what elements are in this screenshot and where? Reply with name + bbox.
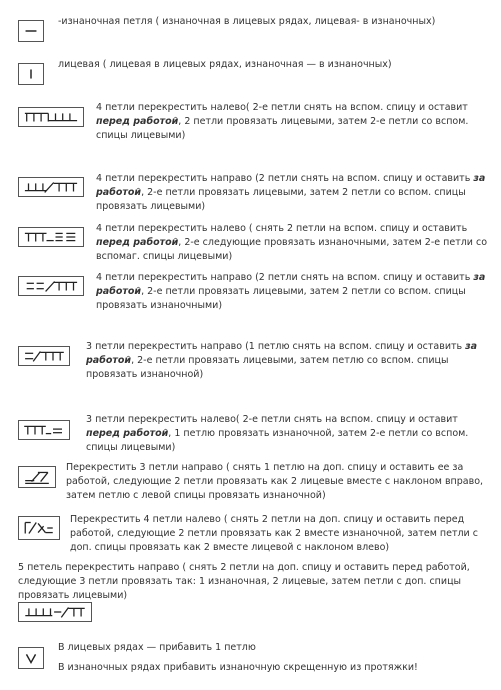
cable-4-right-purl-description: 4 петли перекрестить направо (2 петли снять на вспом. спицу и оставить за работой, 2-е петли провязать лицевыми, затем 2 петли со вспом. спицы провязать изнаночными) bbox=[96, 272, 486, 311]
increase-purl-rows-description: В изнаночных рядах прибавить изнаночную скрещенную из протяжки! bbox=[58, 662, 418, 673]
increase-symbol bbox=[18, 647, 44, 669]
cable-4-left-symbol bbox=[18, 107, 84, 127]
cross-3-right-decrease-symbol bbox=[18, 466, 56, 488]
cable-3-left-symbol bbox=[18, 420, 70, 440]
cable-3-right-description: 3 петли перекрестить направо (1 петлю снять на вспом. спицу и оставить за работой, 2-е петли провязать лицевыми, затем петлю со вспом. спицы провязать изнаночной) bbox=[86, 341, 478, 380]
purl-stitch-description: -изнаночная петля ( изнаночная в лицевых рядах, лицевая- в изнаночных) bbox=[58, 16, 436, 27]
cross-4-left-decrease-symbol bbox=[18, 516, 60, 540]
cross-3-right-decrease-description: Перекрестить 3 петли направо ( снять 1 петлю на доп. спицу и оставить ее за работой, следующие 2 петли провязать как 2 лицевые вместе с наклоном вправо, затем петлю с левой спицы провязать изнаночной) bbox=[66, 462, 484, 501]
cable-3-left-description: 3 петли перекрестить налево( 2-е петли снять на вспом. спицу и оставит перед работой, 1 петлю провязать изнаночной, затем 2-е петли со вспом. спицы лицевыми) bbox=[86, 414, 469, 453]
cable-4-right-symbol bbox=[18, 177, 84, 197]
purl-stitch-symbol bbox=[18, 20, 44, 42]
cross-5-right-description: 5 петель перекрестить направо ( снять 2 петли на доп. спицу и оставить перед работой, следующие 3 петли провязать так: 1 изнаночная, 2 лицевые, затем петли с доп. спицы провязать лицевыми) bbox=[18, 562, 470, 601]
cable-4-right-purl-symbol bbox=[18, 276, 84, 296]
knit-stitch-description: лицевая ( лицевая в лицевых рядах, изнаночная — в изнаночных) bbox=[58, 59, 392, 70]
cross-4-left-decrease-description: Перекрестить 4 петли налево ( снять 2 петли на доп. спицу и оставить перед работой, следующие 2 петли провязать как 2 вместе изнаночной, затем петли с доп. спицы провязать как 2 вместе лицевой с наклоном влево) bbox=[70, 514, 478, 553]
cable-4-left-purl-symbol bbox=[18, 227, 84, 247]
increase-knit-rows-description: В лицевых рядах — прибавить 1 петлю bbox=[58, 642, 256, 653]
cable-4-left-purl-description: 4 петли перекрестить налево ( снять 2 петли на вспом. спицу и оставить перед работой, 2-е следующие провязать изнаночными, затем 2-е петли со вспомаг. спицы лицевыми) bbox=[96, 223, 488, 262]
cable-4-left-description: 4 петли перекрестить налево( 2-е петли снять на вспом. спицу и оставит перед работой, 2 петли провязать лицевыми, затем 2-е петли со вспом. спицы лицевыми) bbox=[96, 102, 469, 141]
cross-5-right-symbol bbox=[18, 602, 92, 622]
knit-stitch-symbol bbox=[18, 63, 44, 85]
cable-3-right-symbol bbox=[18, 346, 70, 366]
cable-4-right-description: 4 петли перекрестить направо (2 петли снять на вспом. спицу и оставить за работой, 2-е петли провязать лицевыми, затем 2 петли со вспом. спицы провязать лицевыми) bbox=[96, 173, 486, 212]
